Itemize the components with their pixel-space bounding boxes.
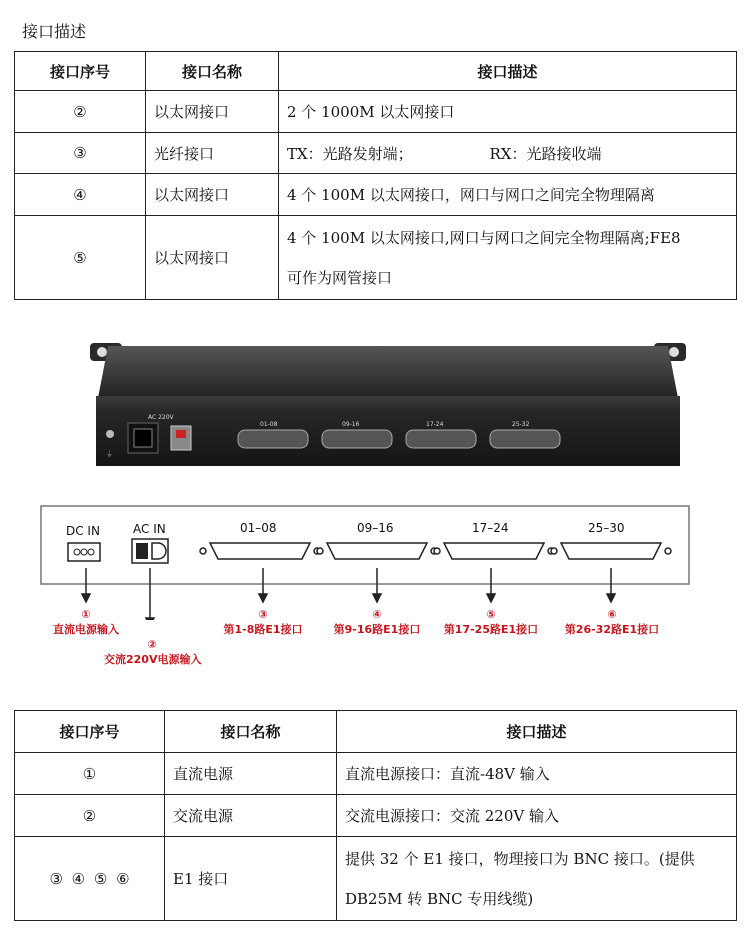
photo-port-label: 25-32 [512, 421, 530, 428]
desc-line-2: 可作为网管接口 [287, 268, 393, 287]
callout-e1-17-25 [442, 608, 540, 637]
table-row [15, 753, 737, 795]
table-row [15, 91, 737, 133]
callout-num: ④ [372, 608, 382, 621]
desc-line-1: 4 个 100M 以太网接口,网口与网口之间完全物理隔离;FE8 [287, 228, 681, 247]
cell-name: 以太网接口 [146, 174, 279, 216]
photo-port-label: 01-08 [260, 421, 278, 428]
desc-line-1: 提供 32 个 E1 接口，物理接口为 BNC 接口。(提供 [345, 849, 695, 868]
table-row [15, 133, 737, 174]
table-row [15, 174, 737, 216]
callout-e1-26-32 [562, 608, 662, 637]
callout-num: ① [81, 608, 91, 621]
desc-tx: TX：光路发射端； [287, 144, 413, 163]
callout-e1-1-8 [218, 608, 308, 637]
col-header-desc: 接口描述 [337, 711, 737, 753]
cell-desc [279, 133, 737, 174]
cell-no: ⑤ [15, 216, 146, 300]
table-row [15, 216, 737, 300]
cell-name: 交流电源 [165, 795, 337, 837]
callout-dc-input [46, 608, 126, 637]
table-header-row [15, 52, 737, 91]
cell-no: ③ ④ ⑤ ⑥ [15, 837, 165, 921]
callout-num: ⑤ [486, 608, 496, 621]
cell-no: ③ [15, 133, 146, 174]
cell-desc [279, 216, 737, 300]
section-heading: 接口描述 [22, 22, 87, 41]
cell-name: 直流电源 [165, 753, 337, 795]
port-label: 01–08 [240, 521, 277, 535]
device-photo [88, 338, 688, 468]
cell-desc: 直流电源接口：直流-48V 输入 [337, 753, 737, 795]
dc-in-label: DC IN [66, 524, 100, 538]
table-header-row [15, 711, 737, 753]
svg-text:⏚: ⏚ [106, 450, 113, 458]
callout-num: ② [147, 638, 157, 651]
cell-name: 光纤接口 [146, 133, 279, 174]
desc-rx: RX：光路接收端 [489, 144, 602, 163]
table-row [15, 837, 737, 921]
cell-desc: 2 个 1000M 以太网接口 [279, 91, 737, 133]
cell-desc: 交流电源接口：交流 220V 输入 [337, 795, 737, 837]
callout-num: ⑥ [607, 608, 617, 621]
port-label: 17–24 [472, 521, 509, 535]
callout-num: ③ [258, 608, 268, 621]
photo-port-label: 17-24 [426, 421, 444, 428]
col-header-desc: 接口描述 [279, 52, 737, 91]
col-header-name: 接口名称 [146, 52, 279, 91]
photo-ac-label: AC 220V [148, 414, 174, 421]
col-header-name: 接口名称 [165, 711, 337, 753]
photo-port-label: 09-16 [342, 421, 360, 428]
cell-no: ① [15, 753, 165, 795]
desc-line-2: DB25M 转 BNC 专用线缆) [345, 889, 534, 908]
cell-name: E1 接口 [165, 837, 337, 921]
callout-text: 第1-8路E1接口 [223, 623, 303, 636]
col-header-no: 接口序号 [15, 711, 165, 753]
interface-table-2 [14, 710, 737, 921]
ac-in-label: AC IN [133, 522, 166, 536]
callout-text: 第9-16路E1接口 [333, 623, 421, 636]
col-header-no: 接口序号 [15, 52, 146, 91]
cell-no: ② [15, 91, 146, 133]
cell-no: ④ [15, 174, 146, 216]
cell-desc [337, 837, 737, 921]
cell-name: 以太网接口 [146, 91, 279, 133]
cell-desc: 4 个 100M 以太网接口，网口与网口之间完全物理隔离 [279, 174, 737, 216]
callout-e1-9-16 [329, 608, 425, 637]
interface-table-1 [14, 51, 737, 300]
callout-text: 直流电源输入 [53, 623, 119, 636]
port-label: 09–16 [357, 521, 394, 535]
device-rear-panel-image [88, 338, 688, 468]
callout-text: 交流220V电源输入 [104, 653, 202, 666]
callout-ac-input [104, 638, 200, 667]
table-row [15, 795, 737, 837]
cell-no: ② [15, 795, 165, 837]
port-label: 25–30 [588, 521, 625, 535]
cell-name: 以太网接口 [146, 216, 279, 300]
callout-text: 第26-32路E1接口 [564, 623, 660, 636]
callout-text: 第17-25路E1接口 [443, 623, 539, 636]
